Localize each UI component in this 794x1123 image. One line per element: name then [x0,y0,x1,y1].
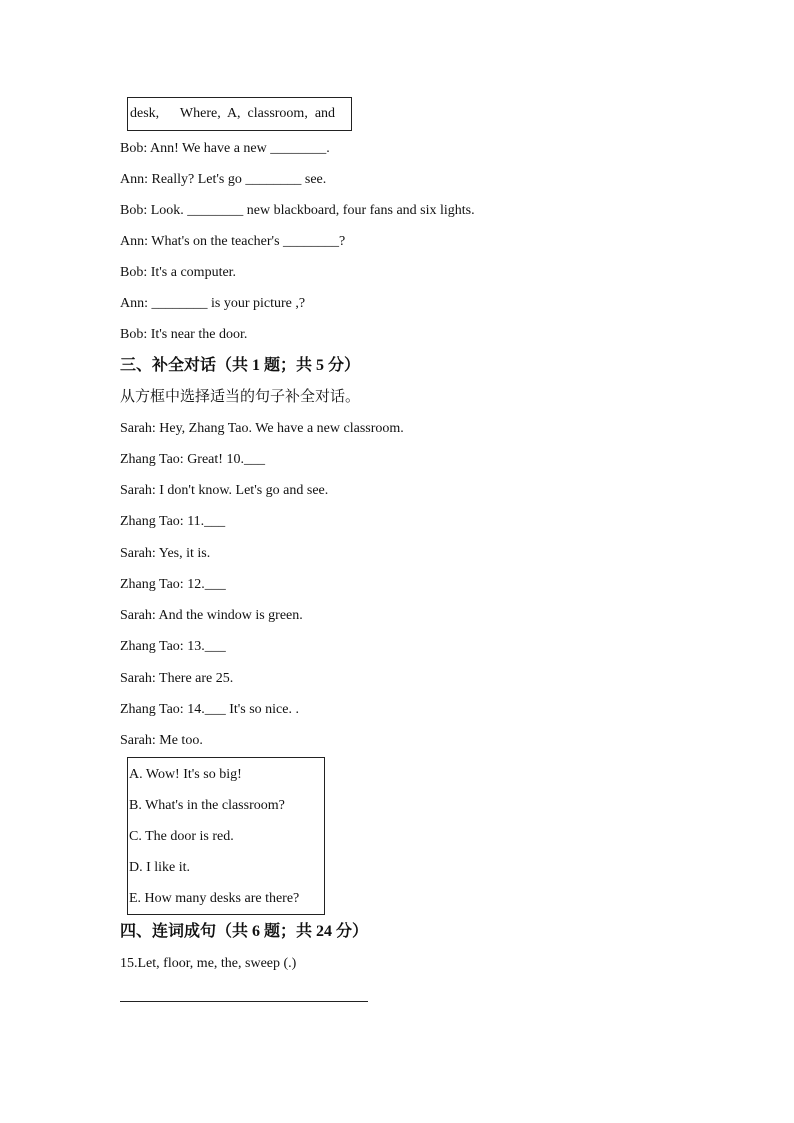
dialogue2-line-1: Sarah: Hey, Zhang Tao. We have a new classroom. [120,421,404,436]
dialogue1-line-7: Bob: It's near the door. [120,327,248,342]
dialogue2-line-11: Sarah: Me too. [120,733,203,748]
dialogue1-line-5: Bob: It's a computer. [120,265,237,280]
dialogue2-line-2: Zhang Tao: Great! 10.___ [120,452,265,467]
dialogue2-line-9: Sarah: There are 25. [120,671,234,686]
options-box [127,757,325,915]
dialogue2-line-7: Sarah: And the window is green. [120,608,303,623]
word-bank-box: desk, Where, A, classroom, and [127,97,352,131]
option-a: A. Wow! It's so big! [129,767,242,782]
dialogue2-line-4: Zhang Tao: 11.___ [120,514,226,529]
section3-instruction: 从方框中选择适当的句子补全对话。 [120,389,361,405]
answer-line-15 [120,1001,368,1002]
section3-heading: 三、补全对话（共 1 题；共 5 分） [120,357,361,374]
dialogue2-line-3: Sarah: I don't know. Let's go and see. [120,483,329,498]
dialogue1-line-1: Bob: Ann! We have a new ________. [120,141,330,156]
dialogue1-line-4: Ann: What's on the teacher's ________? [120,234,346,249]
dialogue1-line-3: Bob: Look. ________ new blackboard, four fans and six lights. [120,203,475,218]
option-e: E. How many desks are there? [129,891,300,906]
option-b: B. What's in the classroom? [129,798,285,813]
dialogue2-line-8: Zhang Tao: 13.___ [120,639,226,654]
dialogue1-line-6: Ann: ________ is your picture ,? [120,296,306,311]
dialogue2-line-10: Zhang Tao: 14.___ It's so nice. . [120,702,299,717]
option-d: D. I like it. [129,860,191,875]
option-c: C. The door is red. [129,829,234,844]
section4-heading: 四、连词成句（共 6 题；共 24 分） [120,923,369,940]
question-15: 15.Let, floor, me, the, sweep (.) [120,956,297,971]
dialogue2-line-5: Sarah: Yes, it is. [120,546,211,561]
dialogue2-line-6: Zhang Tao: 12.___ [120,577,226,592]
dialogue1-line-2: Ann: Really? Let's go ________ see. [120,172,327,187]
